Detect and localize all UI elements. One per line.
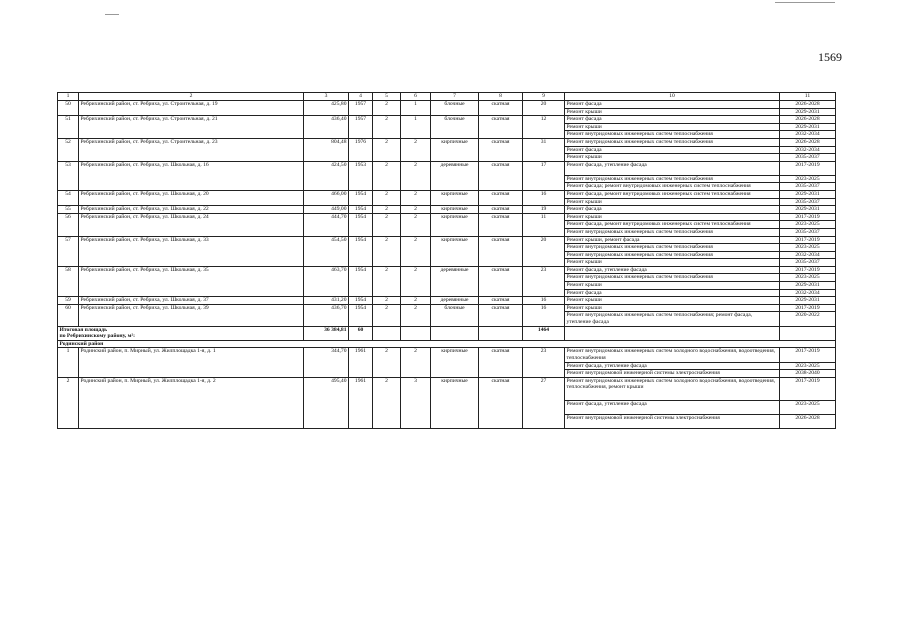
roof-type: скатная (479, 266, 523, 296)
wall-material: кирпичные (431, 236, 479, 266)
district-name: Родинский район (58, 340, 836, 348)
floors: 2 (373, 348, 401, 377)
roof-type: скатная (479, 213, 523, 236)
building-row (58, 304, 836, 312)
total-area: 495,40 (304, 377, 349, 428)
work-type: Ремонт крыши (565, 154, 780, 162)
wall-material: кирпичные (431, 206, 479, 214)
col-header: 10 (565, 93, 780, 101)
roof-type: скатная (479, 101, 523, 116)
work-period: 2017-2019 (780, 213, 836, 221)
apartments: 11 (523, 213, 565, 236)
building-row (58, 190, 836, 198)
work-type: Ремонт крыши (565, 297, 780, 305)
work-period: 2026-2028 (780, 101, 836, 109)
empty-cell (401, 326, 431, 340)
total-area: 436,40 (304, 116, 349, 139)
work-type: Ремонт фасада, утепление фасада (565, 266, 780, 274)
total-area: 444,70 (304, 213, 349, 236)
work-period: 2023-2025 (780, 274, 836, 282)
wall-material: кирпичные (431, 348, 479, 377)
apartments: 31 (523, 138, 565, 161)
wall-material: деревянные (431, 297, 479, 305)
total-area: 425,80 (304, 101, 349, 116)
build-year: 1954 (349, 206, 373, 214)
floors: 2 (373, 297, 401, 305)
work-period: 2020-2022 (780, 312, 836, 326)
row-number: 2 (58, 377, 79, 428)
total-area: 454,50 (304, 236, 349, 266)
work-type: Ремонт фасада (565, 146, 780, 154)
work-type: Ремонт фасада; ремонт внутридомовых инженерных систем теплоснабжения (565, 183, 780, 191)
roof-type: скатная (479, 161, 523, 190)
work-type: Ремонт внутридомовых инженерных систем теплоснабжения (565, 175, 780, 183)
work-period: 2032-2034 (780, 251, 836, 259)
col-header: 5 (373, 93, 401, 101)
address: Ребрихинский район, ст. Ребриха, ул. Школьная, д. 22 (79, 206, 304, 214)
empty-cell (565, 326, 780, 340)
apartments: 27 (523, 377, 565, 428)
work-type: Ремонт крыши (565, 282, 780, 290)
work-type: Ремонт крыши (565, 304, 780, 312)
work-type: Ремонт внутридомовой инженерной системы электроснабжения (565, 370, 780, 378)
wall-material: блочные (431, 304, 479, 326)
work-type: Ремонт фасада, утепление фасада (565, 362, 780, 370)
work-period: 2035-2037 (780, 259, 836, 267)
floors: 2 (373, 116, 401, 139)
row-number: 57 (58, 236, 79, 266)
work-type: Ремонт крыши (565, 123, 780, 131)
roof-type: скатная (479, 190, 523, 205)
build-year: 1954 (349, 213, 373, 236)
apartments: 20 (523, 236, 565, 266)
work-period: 2023-2025 (780, 400, 836, 414)
work-period: 2029-2031 (780, 297, 836, 305)
work-type: Ремонт крыши (565, 198, 780, 206)
col-header: 4 (349, 93, 373, 101)
work-type: Ремонт фасада (565, 289, 780, 297)
row-number: 59 (58, 297, 79, 305)
build-year: 1961 (349, 377, 373, 428)
build-year: 1954 (349, 266, 373, 296)
work-period: 2035-2037 (780, 183, 836, 191)
wall-material: кирпичные (431, 138, 479, 161)
apartments: 16 (523, 304, 565, 326)
address: Ребрихинский район, ст. Ребриха, ул. Строительная, д. 23 (79, 138, 304, 161)
building-row (58, 101, 836, 109)
work-period: 2029-2031 (780, 282, 836, 290)
totals-count: 60 (349, 326, 373, 340)
work-type: Ремонт крыши, ремонт фасада (565, 236, 780, 244)
roof-type: скатная (479, 348, 523, 377)
total-area: 431,20 (304, 297, 349, 305)
totals-label-line: Итоговая площадь (59, 326, 108, 333)
work-type: Ремонт внутридомовых инженерных систем теплоснабжения; ремонт фасада, утепление фасада (565, 312, 780, 326)
col-header: 7 (431, 93, 479, 101)
wall-material: кирпичные (431, 377, 479, 428)
total-area: 436,70 (304, 304, 349, 326)
work-period: 2026-2028 (780, 116, 836, 124)
row-number: 60 (58, 304, 79, 326)
floors: 2 (373, 206, 401, 214)
scan-mark (775, 2, 835, 3)
building-row (58, 213, 836, 221)
work-type: Ремонт внутридомовой инженерной системы электроснабжения (565, 414, 780, 428)
roof-type: скатная (479, 116, 523, 139)
floors: 2 (373, 213, 401, 236)
apartments: 23 (523, 348, 565, 377)
roof-type: скатная (479, 206, 523, 214)
work-period: 2038-2040 (780, 370, 836, 378)
district-row (58, 340, 836, 348)
apartments: 19 (523, 206, 565, 214)
building-row (58, 116, 836, 124)
entrances: 2 (401, 236, 431, 266)
work-type: Ремонт внутридомовых инженерных систем теплоснабжения (565, 131, 780, 139)
entrances: 2 (401, 206, 431, 214)
entrances: 2 (401, 266, 431, 296)
entrances: 2 (401, 348, 431, 377)
apartments: 17 (523, 161, 565, 190)
floors: 2 (373, 236, 401, 266)
work-period: 2026-2028 (780, 138, 836, 146)
entrances: 3 (401, 377, 431, 428)
floors: 2 (373, 161, 401, 190)
apartments: 20 (523, 101, 565, 116)
column-numbers-row (58, 93, 836, 101)
build-year: 1961 (349, 348, 373, 377)
work-period: 2023-2025 (780, 175, 836, 183)
wall-material: кирпичные (431, 213, 479, 236)
work-period: 2029-2031 (780, 190, 836, 198)
building-row (58, 161, 836, 175)
entrances: 2 (401, 190, 431, 205)
roof-type: скатная (479, 138, 523, 161)
address: Ребрихинский район, ст. Ребриха, ул. Школьная, д. 35 (79, 266, 304, 296)
work-type: Ремонт крыши (565, 259, 780, 267)
work-period: 2023-2025 (780, 244, 836, 252)
work-period: 2017-2019 (780, 236, 836, 244)
build-year: 1954 (349, 304, 373, 326)
building-row (58, 206, 836, 214)
address: Ребрихинский район, ст. Ребриха, ул. Школьная, д. 37 (79, 297, 304, 305)
build-year: 1954 (349, 297, 373, 305)
roof-type: скатная (479, 297, 523, 305)
work-type: Ремонт фасада (565, 116, 780, 124)
work-period: 2017-2019 (780, 304, 836, 312)
work-period: 2032-2034 (780, 289, 836, 297)
entrances: 2 (401, 304, 431, 326)
work-period: 2032-2034 (780, 146, 836, 154)
roof-type: скатная (479, 236, 523, 266)
empty-cell (780, 326, 836, 340)
row-number: 58 (58, 266, 79, 296)
row-number: 52 (58, 138, 79, 161)
empty-cell (431, 326, 479, 340)
address: Родинский район, п. Мирный, ул. Жилплощадка 1-я, д. 2 (79, 377, 304, 428)
work-type: Ремонт внутридомовых инженерных систем холодного водоснабжения, водоотведения, теплоснабжения (565, 348, 780, 362)
work-period: 2029-2031 (780, 123, 836, 131)
building-row (58, 138, 836, 146)
wall-material: блочные (431, 101, 479, 116)
roof-type: скатная (479, 377, 523, 428)
wall-material: деревянные (431, 266, 479, 296)
col-header: 8 (479, 93, 523, 101)
total-area: 804,48 (304, 138, 349, 161)
build-year: 1976 (349, 138, 373, 161)
entrances: 1 (401, 116, 431, 139)
work-type: Ремонт фасада, ремонт внутридомовых инженерных систем теплоснабжения (565, 221, 780, 229)
total-area: 424,50 (304, 161, 349, 190)
address: Ребрихинский район, ст. Ребриха, ул. Школьная, д. 16 (79, 161, 304, 190)
row-number: 54 (58, 190, 79, 205)
total-area: 449,00 (304, 206, 349, 214)
work-type: Ремонт фасада, утепление фасада (565, 161, 780, 175)
work-type: Ремонт внутридомовых инженерных систем холодного водоснабжения, водоотведения, теплоснабжения, ремонт крыши (565, 377, 780, 400)
work-period: 2032-2034 (780, 131, 836, 139)
entrances: 2 (401, 161, 431, 190)
apartments: 16 (523, 190, 565, 205)
apartments: 12 (523, 116, 565, 139)
row-number: 56 (58, 213, 79, 236)
building-row (58, 377, 836, 400)
apartments: 23 (523, 266, 565, 296)
row-number: 53 (58, 161, 79, 190)
totals-label (58, 326, 304, 340)
building-row (58, 348, 836, 362)
roof-type: скатная (479, 304, 523, 326)
col-header: 1 (58, 93, 79, 101)
col-header: 6 (401, 93, 431, 101)
wall-material: кирпичные (431, 190, 479, 205)
row-number: 50 (58, 101, 79, 116)
wall-material: блочные (431, 116, 479, 139)
work-period: 2035-2037 (780, 228, 836, 236)
empty-cell (373, 326, 401, 340)
address: Ребрихинский район, ст. Ребриха, ул. Школьная, д. 24 (79, 213, 304, 236)
work-type: Ремонт внутридомовых инженерных систем теплоснабжения (565, 228, 780, 236)
work-period: 2029-2031 (780, 206, 836, 214)
totals-label-line: по Ребрихинскому району, м²: (59, 333, 135, 340)
total-area: 463,70 (304, 266, 349, 296)
entrances: 2 (401, 138, 431, 161)
work-period: 2023-2025 (780, 362, 836, 370)
building-row (58, 297, 836, 305)
build-year: 1954 (349, 236, 373, 266)
address: Ребрихинский район, ст. Ребриха, ул. Строительная, д. 21 (79, 116, 304, 139)
address: Ребрихинский район, ст. Ребриха, ул. Школьная, д. 20 (79, 190, 304, 205)
building-row (58, 236, 836, 244)
address: Ребрихинский район, ст. Ребриха, ул. Строительная, д. 19 (79, 101, 304, 116)
building-row (58, 266, 836, 274)
totals-apartments: 1464 (523, 326, 565, 340)
work-type: Ремонт фасада, ремонт внутридомовых инженерных систем теплоснабжения (565, 190, 780, 198)
total-area: 344,70 (304, 348, 349, 377)
work-period: 2026-2028 (780, 414, 836, 428)
work-type: Ремонт внутридомовых инженерных систем теплоснабжения (565, 138, 780, 146)
work-period: 2023-2025 (780, 221, 836, 229)
totals-area: 36 384,81 (304, 326, 349, 340)
floors: 2 (373, 304, 401, 326)
entrances: 1 (401, 101, 431, 116)
empty-cell (479, 326, 523, 340)
work-type: Ремонт внутридомовых инженерных систем теплоснабжения (565, 251, 780, 259)
work-type: Ремонт фасада (565, 206, 780, 214)
work-type: Ремонт внутридомовых инженерных систем теплоснабжения (565, 244, 780, 252)
address: Ребрихинский район, ст. Ребриха, ул. Школьная, д. 33 (79, 236, 304, 266)
row-number: 51 (58, 116, 79, 139)
work-type: Ремонт фасада, утепление фасада (565, 400, 780, 414)
work-type: Ремонт крыши (565, 108, 780, 116)
build-year: 1953 (349, 161, 373, 190)
total-area: 466,00 (304, 190, 349, 205)
address: Родинский район, п. Мирный, ул. Жилплощадка 1-я, д. 1 (79, 348, 304, 377)
col-header: 3 (304, 93, 349, 101)
work-period: 2035-2037 (780, 154, 836, 162)
row-number: 55 (58, 206, 79, 214)
col-header: 11 (780, 93, 836, 101)
entrances: 2 (401, 297, 431, 305)
col-header: 2 (79, 93, 304, 101)
row-number: 1 (58, 348, 79, 377)
build-year: 1957 (349, 101, 373, 116)
work-type: Ремонт фасада (565, 101, 780, 109)
entrances: 2 (401, 213, 431, 236)
build-year: 1957 (349, 116, 373, 139)
address: Ребрихинский район, ст. Ребриха, ул. Школьная, д. 39 (79, 304, 304, 326)
work-period: 2017-2019 (780, 348, 836, 362)
work-period: 2035-2037 (780, 198, 836, 206)
apartments: 16 (523, 297, 565, 305)
floors: 2 (373, 138, 401, 161)
floors: 2 (373, 190, 401, 205)
floors: 2 (373, 101, 401, 116)
floors: 2 (373, 266, 401, 296)
scan-mark (105, 14, 119, 15)
work-period: 2029-2031 (780, 108, 836, 116)
work-type: Ремонт крыши (565, 213, 780, 221)
housing-repair-table (57, 92, 836, 429)
work-period: 2017-2019 (780, 161, 836, 175)
work-period: 2017-2019 (780, 377, 836, 400)
totals-row (58, 326, 836, 340)
wall-material: деревянные (431, 161, 479, 190)
floors: 2 (373, 377, 401, 428)
work-period: 2017-2019 (780, 266, 836, 274)
col-header: 9 (523, 93, 565, 101)
work-type: Ремонт внутридомовых инженерных систем теплоснабжения (565, 274, 780, 282)
page-number: 1569 (818, 50, 842, 64)
build-year: 1954 (349, 190, 373, 205)
